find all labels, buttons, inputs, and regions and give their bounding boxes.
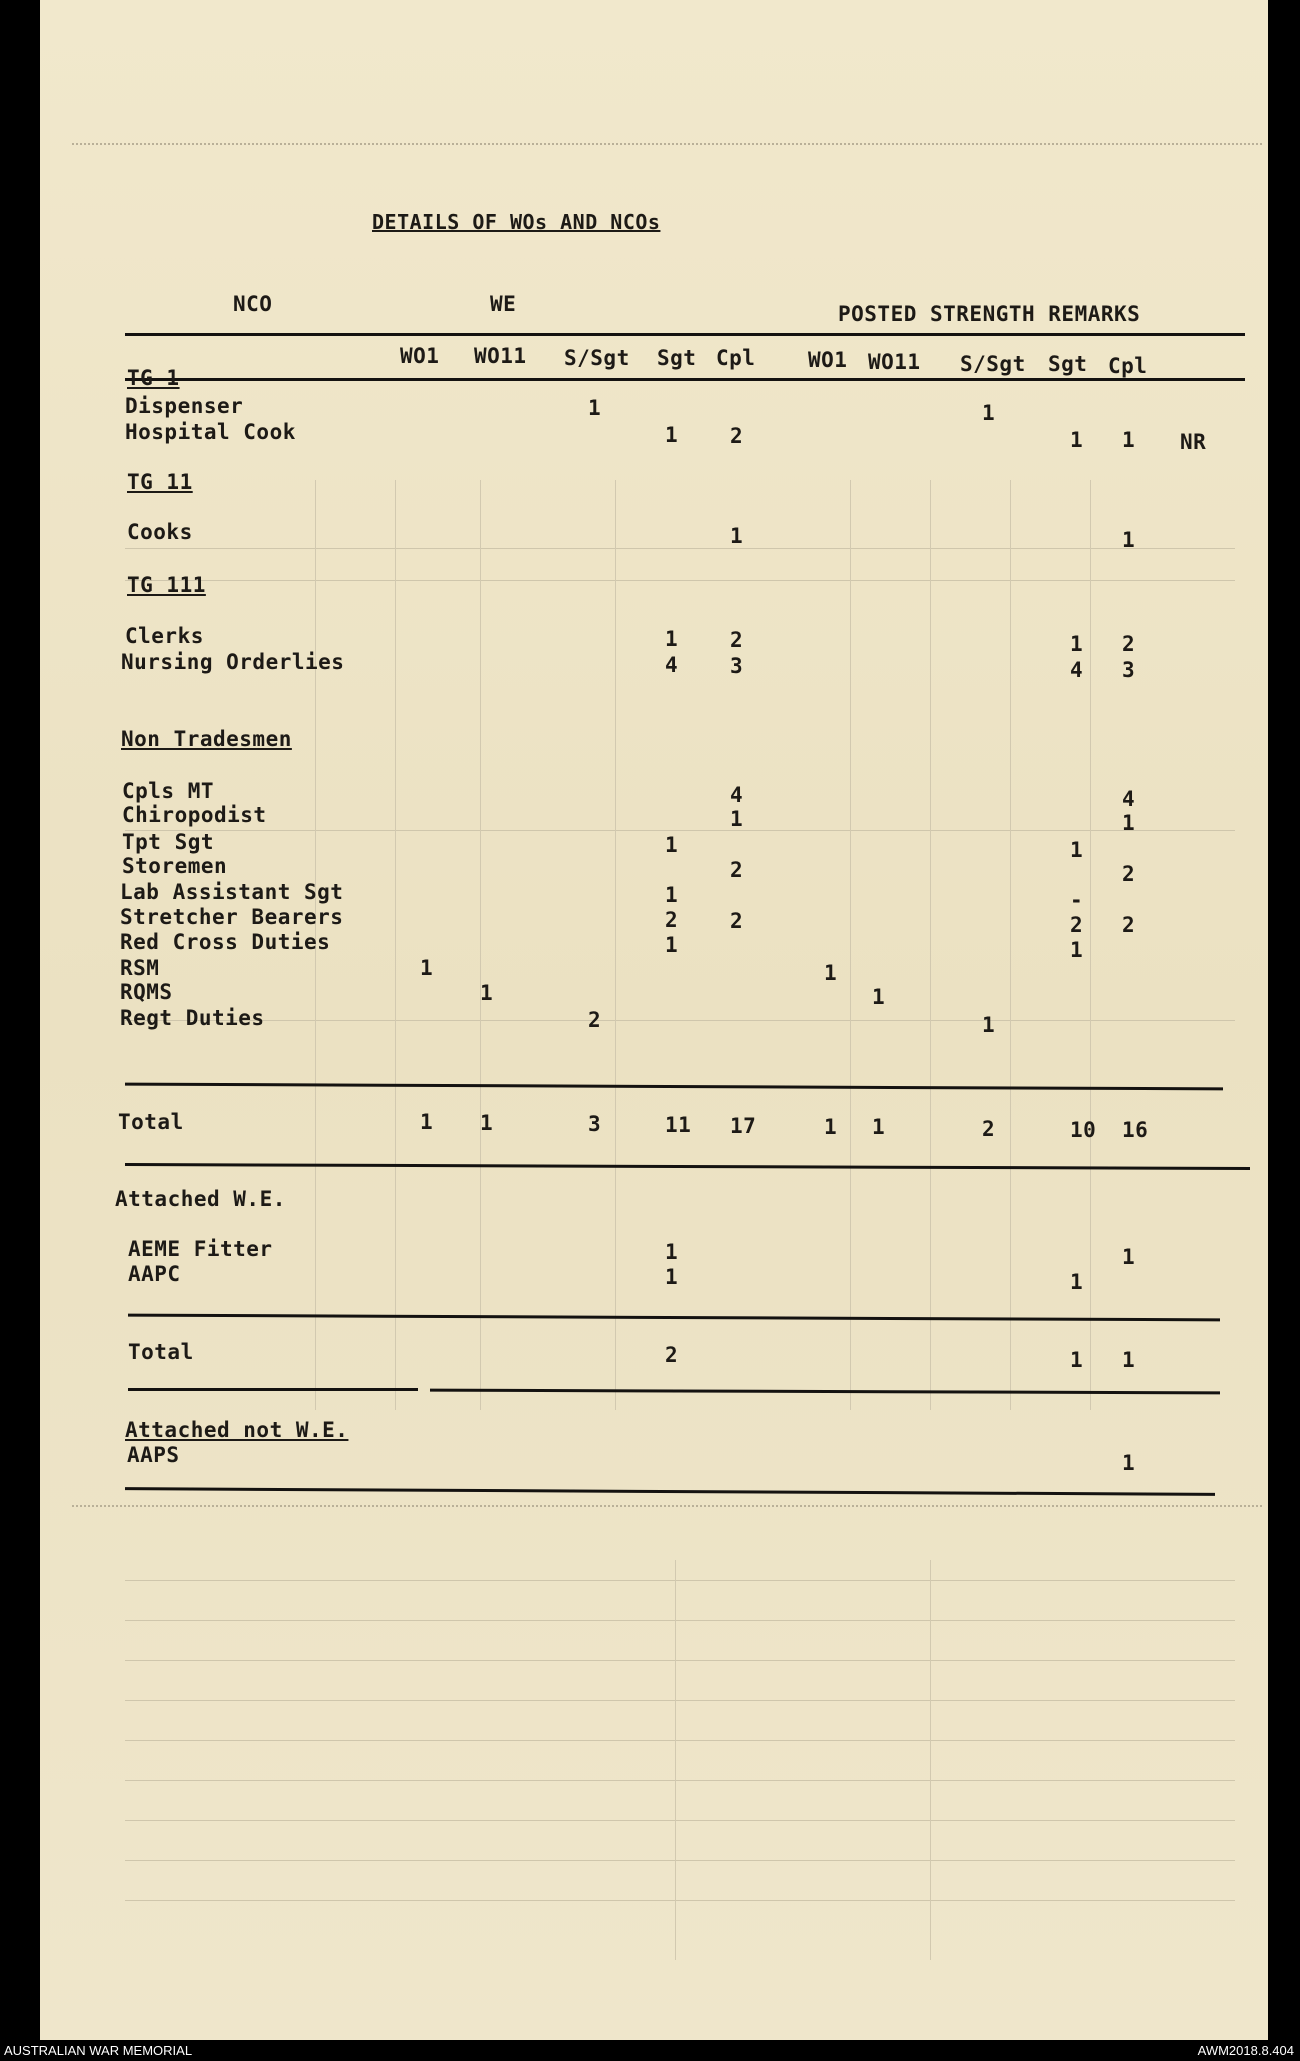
header-rule: [125, 378, 1245, 381]
form-line: [480, 480, 481, 1410]
form-line: [125, 580, 1235, 581]
value-cell: 2: [588, 1008, 602, 1032]
value-cell: 1: [665, 883, 679, 907]
value-cell: 1: [665, 1265, 679, 1289]
we-column-heading: WE: [490, 292, 517, 316]
form-line: [125, 1620, 1235, 1621]
value-cell: 1: [1122, 811, 1136, 835]
value-cell: 2: [1122, 862, 1136, 886]
row-label: RQMS: [120, 980, 173, 1004]
value-cell: 2: [665, 1343, 679, 1367]
value-cell: 2: [1122, 913, 1136, 937]
section-heading: Attached W.E.: [115, 1187, 286, 1211]
value-cell: 1: [1070, 938, 1084, 962]
value-cell: 1: [872, 985, 886, 1009]
row-label: AAPC: [128, 1262, 181, 1286]
row-heading: TG 1: [127, 366, 180, 390]
posted-rank-ssgt: S/Sgt: [960, 352, 1026, 376]
form-line: [675, 1560, 676, 1960]
posted-rank-cpl: Cpl: [1108, 354, 1148, 378]
value-cell: 1: [420, 1110, 434, 1134]
footer-bar: [0, 2040, 1300, 2061]
value-cell: 11: [665, 1113, 692, 1137]
value-cell: 2: [1070, 913, 1084, 937]
row-label: Storemen: [122, 854, 228, 878]
footer-left: AUSTRALIAN WAR MEMORIAL: [4, 2043, 193, 2058]
value-cell: 1: [982, 1013, 996, 1037]
value-cell: 4: [665, 653, 679, 677]
we-rank-wo11: WO11: [474, 344, 527, 368]
row-label: Clerks: [125, 624, 204, 648]
form-line: [1010, 480, 1011, 1410]
value-cell: 3: [730, 654, 744, 678]
value-cell: 1: [982, 401, 996, 425]
form-line: [125, 1660, 1235, 1661]
form-line: [125, 1580, 1235, 1581]
form-line: [930, 1560, 931, 1960]
row-label: AAPS: [127, 1443, 180, 1467]
header-rule: [125, 333, 1245, 336]
value-cell: 1: [1122, 1245, 1136, 1269]
value-cell: 1: [824, 1115, 838, 1139]
we-rank-ssgt: S/Sgt: [564, 346, 630, 370]
row-label: Red Cross Duties: [120, 930, 331, 954]
value-cell: 1: [665, 933, 679, 957]
posted-strength-remarks-heading: POSTED STRENGTH REMARKS: [838, 302, 1141, 326]
row-label: Dispenser: [125, 394, 244, 418]
value-cell: 3: [588, 1112, 602, 1136]
row-label: Nursing Orderlies: [121, 650, 345, 674]
value-cell: 2: [1122, 632, 1136, 656]
form-line: [125, 548, 1235, 549]
value-cell: 1: [1070, 428, 1084, 452]
form-line: [125, 1740, 1235, 1741]
row-label: Hospital Cook: [125, 420, 296, 444]
value-cell: 1: [665, 833, 679, 857]
form-line: [1090, 480, 1091, 1410]
row-label: Regt Duties: [120, 1006, 265, 1030]
form-line: [125, 1820, 1235, 1821]
value-cell: 1: [1070, 838, 1084, 862]
perforation-line: [72, 143, 1262, 145]
value-cell: 1: [420, 956, 434, 980]
we-rank-wo1: WO1: [400, 344, 440, 368]
row-heading: Non Tradesmen: [121, 727, 292, 751]
form-line: [395, 480, 396, 1410]
value-cell: 1: [588, 396, 602, 420]
row-label: Tpt Sgt: [122, 830, 215, 854]
value-cell: 4: [1070, 658, 1084, 682]
value-cell: 1: [665, 423, 679, 447]
value-cell: 1: [480, 1111, 494, 1135]
value-cell: 1: [1070, 632, 1084, 656]
posted-rank-sgt: Sgt: [1048, 352, 1088, 376]
value-cell: 2: [730, 909, 744, 933]
value-cell: 2: [982, 1117, 996, 1141]
form-line: [125, 1780, 1235, 1781]
row-label: AEME Fitter: [128, 1237, 273, 1261]
we-rank-cpl: Cpl: [716, 346, 756, 370]
perforation-line: [72, 1505, 1262, 1507]
value-cell: 1: [665, 627, 679, 651]
form-line: [125, 1900, 1235, 1901]
form-line: [615, 480, 616, 1410]
row-heading: Attached not W.E.: [125, 1418, 349, 1442]
value-cell: 1: [730, 524, 744, 548]
value-cell: 1: [1122, 428, 1136, 452]
form-line: [125, 1020, 1235, 1021]
value-cell: 1: [1122, 1348, 1136, 1372]
row-label: Cpls MT: [122, 779, 215, 803]
row-label: Total: [118, 1110, 184, 1134]
value-cell: 17: [730, 1114, 757, 1138]
value-cell: 1: [1070, 1348, 1084, 1372]
value-cell: 3: [1122, 658, 1136, 682]
row-label: Total: [128, 1340, 194, 1364]
form-line: [125, 1700, 1235, 1701]
value-cell: 2: [665, 908, 679, 932]
value-cell: 1: [872, 1115, 886, 1139]
row-label: Lab Assistant Sgt: [120, 880, 344, 904]
nco-column-heading: NCO: [233, 292, 273, 316]
form-line: [125, 830, 1235, 831]
row-heading: TG 11: [127, 470, 193, 494]
value-cell: 1: [824, 961, 838, 985]
value-cell: 2: [730, 424, 744, 448]
document-title: DETAILS OF WOs AND NCOs: [372, 210, 661, 234]
value-cell: 2: [730, 858, 744, 882]
value-cell: -: [1070, 888, 1084, 912]
row-label: Stretcher Bearers: [120, 905, 344, 929]
value-cell: 1: [480, 981, 494, 1005]
posted-rank-wo11: WO11: [868, 350, 921, 374]
form-line: [850, 480, 851, 1410]
form-line: [125, 1860, 1235, 1861]
row-label: RSM: [120, 956, 160, 980]
posted-rank-wo1: WO1: [808, 348, 848, 372]
we-rank-sgt: Sgt: [657, 346, 697, 370]
total-rule: [128, 1388, 418, 1391]
row-label: Cooks: [127, 520, 193, 544]
value-cell: 1: [1070, 1270, 1084, 1294]
row-heading: TG 111: [127, 573, 206, 597]
value-cell: 4: [1122, 787, 1136, 811]
value-cell: 1: [1122, 1451, 1136, 1475]
remark: NR: [1180, 430, 1207, 454]
value-cell: 10: [1070, 1118, 1097, 1142]
value-cell: 4: [730, 783, 744, 807]
value-cell: 2: [730, 628, 744, 652]
value-cell: 16: [1122, 1118, 1149, 1142]
footer-right: AWM2018.8.404: [1197, 2043, 1294, 2058]
value-cell: 1: [730, 807, 744, 831]
value-cell: 1: [1122, 528, 1136, 552]
value-cell: 1: [665, 1240, 679, 1264]
row-label: Chiropodist: [122, 803, 267, 827]
form-line: [930, 480, 931, 1410]
